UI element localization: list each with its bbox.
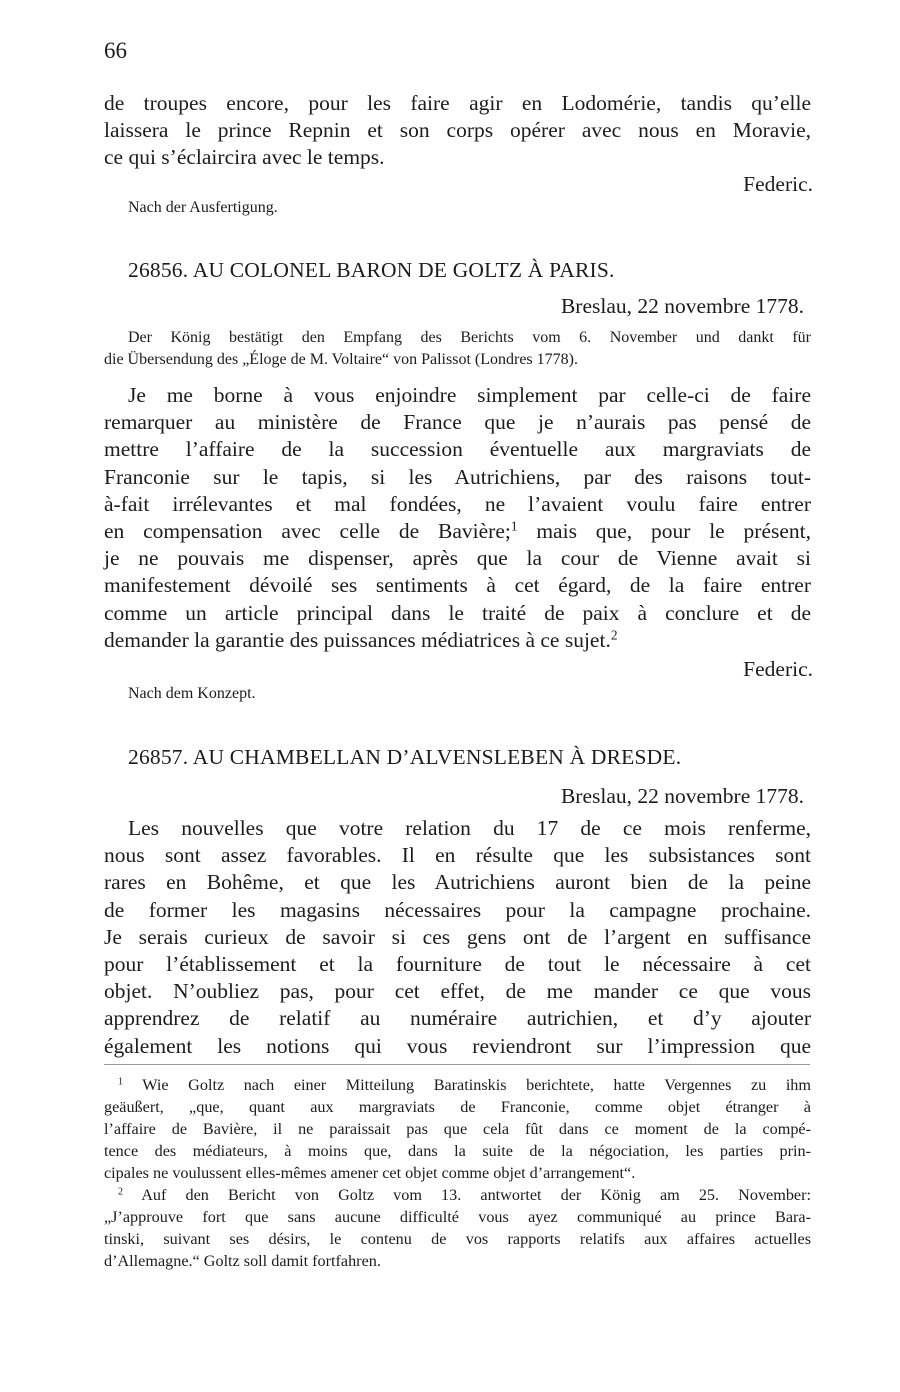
text-fragment: Auf den Bericht von Goltz vom 13. antwortet der König am 25. November: [123,1186,811,1204]
text-line: objet. N’oubliez pas, pour cet effet, de me mander ce que vous [104,979,811,1004]
text-line: nous sont assez favorables. Il en résulte que les subsistances sont [104,843,811,868]
text-line: Franconie sur le tapis, si les Autrichiens, par des raisons tout- [104,464,811,489]
text-line: à-fait irrélevantes et mal fondées, ne l’avaient voulu faire entrer [104,491,811,516]
page-number: 66 [104,38,127,63]
text-line: ce qui s’éclaircira avec le temps. [104,145,385,170]
text-line: manifestement dévoilé ses sentiments à cet égard, de la faire entrer [104,573,811,598]
dateline: Breslau, 22 novembre 1778. [560,294,804,318]
dateline: Breslau, 22 novembre 1778. [560,784,804,808]
text-line: remarquer au ministère de France que je n’aurais pas pensé de [104,410,811,435]
signature: Federic. [743,657,813,681]
footnote-line: l’affaire de Bavière, il ne paraissait pas que cela fût dans ce moment de la compé- [104,1120,811,1138]
text-line: je ne pouvais me dispenser, après que la cour de Vienne avait si [104,546,811,571]
text-line: également les notions qui vous reviendront sur l’impression que [104,1033,811,1058]
text-line: Je serais curieux de savoir si ces gens ont de l’argent en suffisance [104,924,811,949]
footnote-1 [104,1074,811,1184]
signature: Federic. [743,172,813,196]
text-line: comme un article principal dans le traité de paix à conclure et de [104,600,811,625]
text-line: de former les magasins nécessaires pour la campagne prochaine. [104,897,811,922]
letter-body [104,815,811,1060]
footnote-line: d’Allemagne.“ Goltz soll damit fortfahren. [104,1252,381,1270]
footnote-number: 2 [118,1186,124,1198]
text-fragment: Wie Goltz nach einer Mitteilung Baratinskis berichtete, hatte Vergennes zu ihm [123,1076,811,1094]
footnote-line: tence des médiateurs, à moins que, dans la suite de la négociation, les parties prin- [104,1142,811,1160]
source-note: Nach der Ausfertigung. [128,199,278,216]
footnote-divider [104,1064,810,1065]
text-line: Je me borne à vous enjoindre simplement par celle-ci de faire [128,383,811,407]
footnote-line: cipales ne voulussent elles-mêmes amener cet objet comme objet d’arrangement“. [104,1164,636,1182]
continuation-paragraph [104,90,811,172]
footnote-line: geäußert, „que, quant aux margraviats de Franconie, comme objet étranger à [104,1098,811,1116]
text-line: rares en Bohême, et que les Autrichiens auront bien de la peine [104,870,811,895]
text-line-with-footnote [104,518,811,545]
text-fragment: mais que, pour le présent, [517,519,811,544]
letter-body [104,382,811,654]
footnote-2 [104,1184,811,1272]
footnote-line: „J’approuve fort que sans aucune difficulté vous ayez communiqué au prince Bara- [104,1208,811,1226]
footnote-reference[interactable]: 2 [610,627,618,643]
letter-heading: 26857. AU CHAMBELLAN D’ALVENSLEBEN À DRESDE. [128,745,682,769]
text-line-with-footnote [104,627,811,654]
letter-summary [104,327,811,371]
text-line: de troupes encore, pour les faire agir en Lodomérie, tandis qu’elle [104,91,811,115]
letter-heading: 26856. AU COLONEL BARON DE GOLTZ À PARIS. [128,258,615,282]
text-line: Les nouvelles que votre relation du 17 de ce mois renferme, [128,816,811,840]
source-note: Nach dem Konzept. [128,685,256,702]
text-line: pour l’établissement et la fourniture de tout le nécessaire à cet [104,952,811,977]
text-line: apprendrez de relatif au numéraire autrichien, et d’y ajouter [104,1006,811,1031]
footnote-line: tinski, suivant ses désirs, le contenu de vos rapports relatifs aux affaires actuelles [104,1230,811,1248]
text-line: mettre l’affaire de la succession éventuelle aux margraviats de [104,437,811,462]
summary-line: die Übersendung des „Éloge de M. Voltaire“ von Palissot (Londres 1778). [104,351,578,368]
summary-line: Der König bestätigt den Empfang des Berichts vom 6. November und dankt für [128,329,811,346]
footnote-reference[interactable]: 1 [510,518,518,534]
text-line: laissera le prince Repnin et son corps opérer avec nous en Moravie, [104,118,811,143]
footnote-line [104,1074,811,1096]
footnote-line [104,1184,811,1206]
text-fragment: demander la garantie des puissances médiatrices à ce sujet. [104,627,611,652]
footnote-number: 1 [118,1076,124,1088]
text-fragment: en compensation avec celle de Bavière; [104,519,511,544]
